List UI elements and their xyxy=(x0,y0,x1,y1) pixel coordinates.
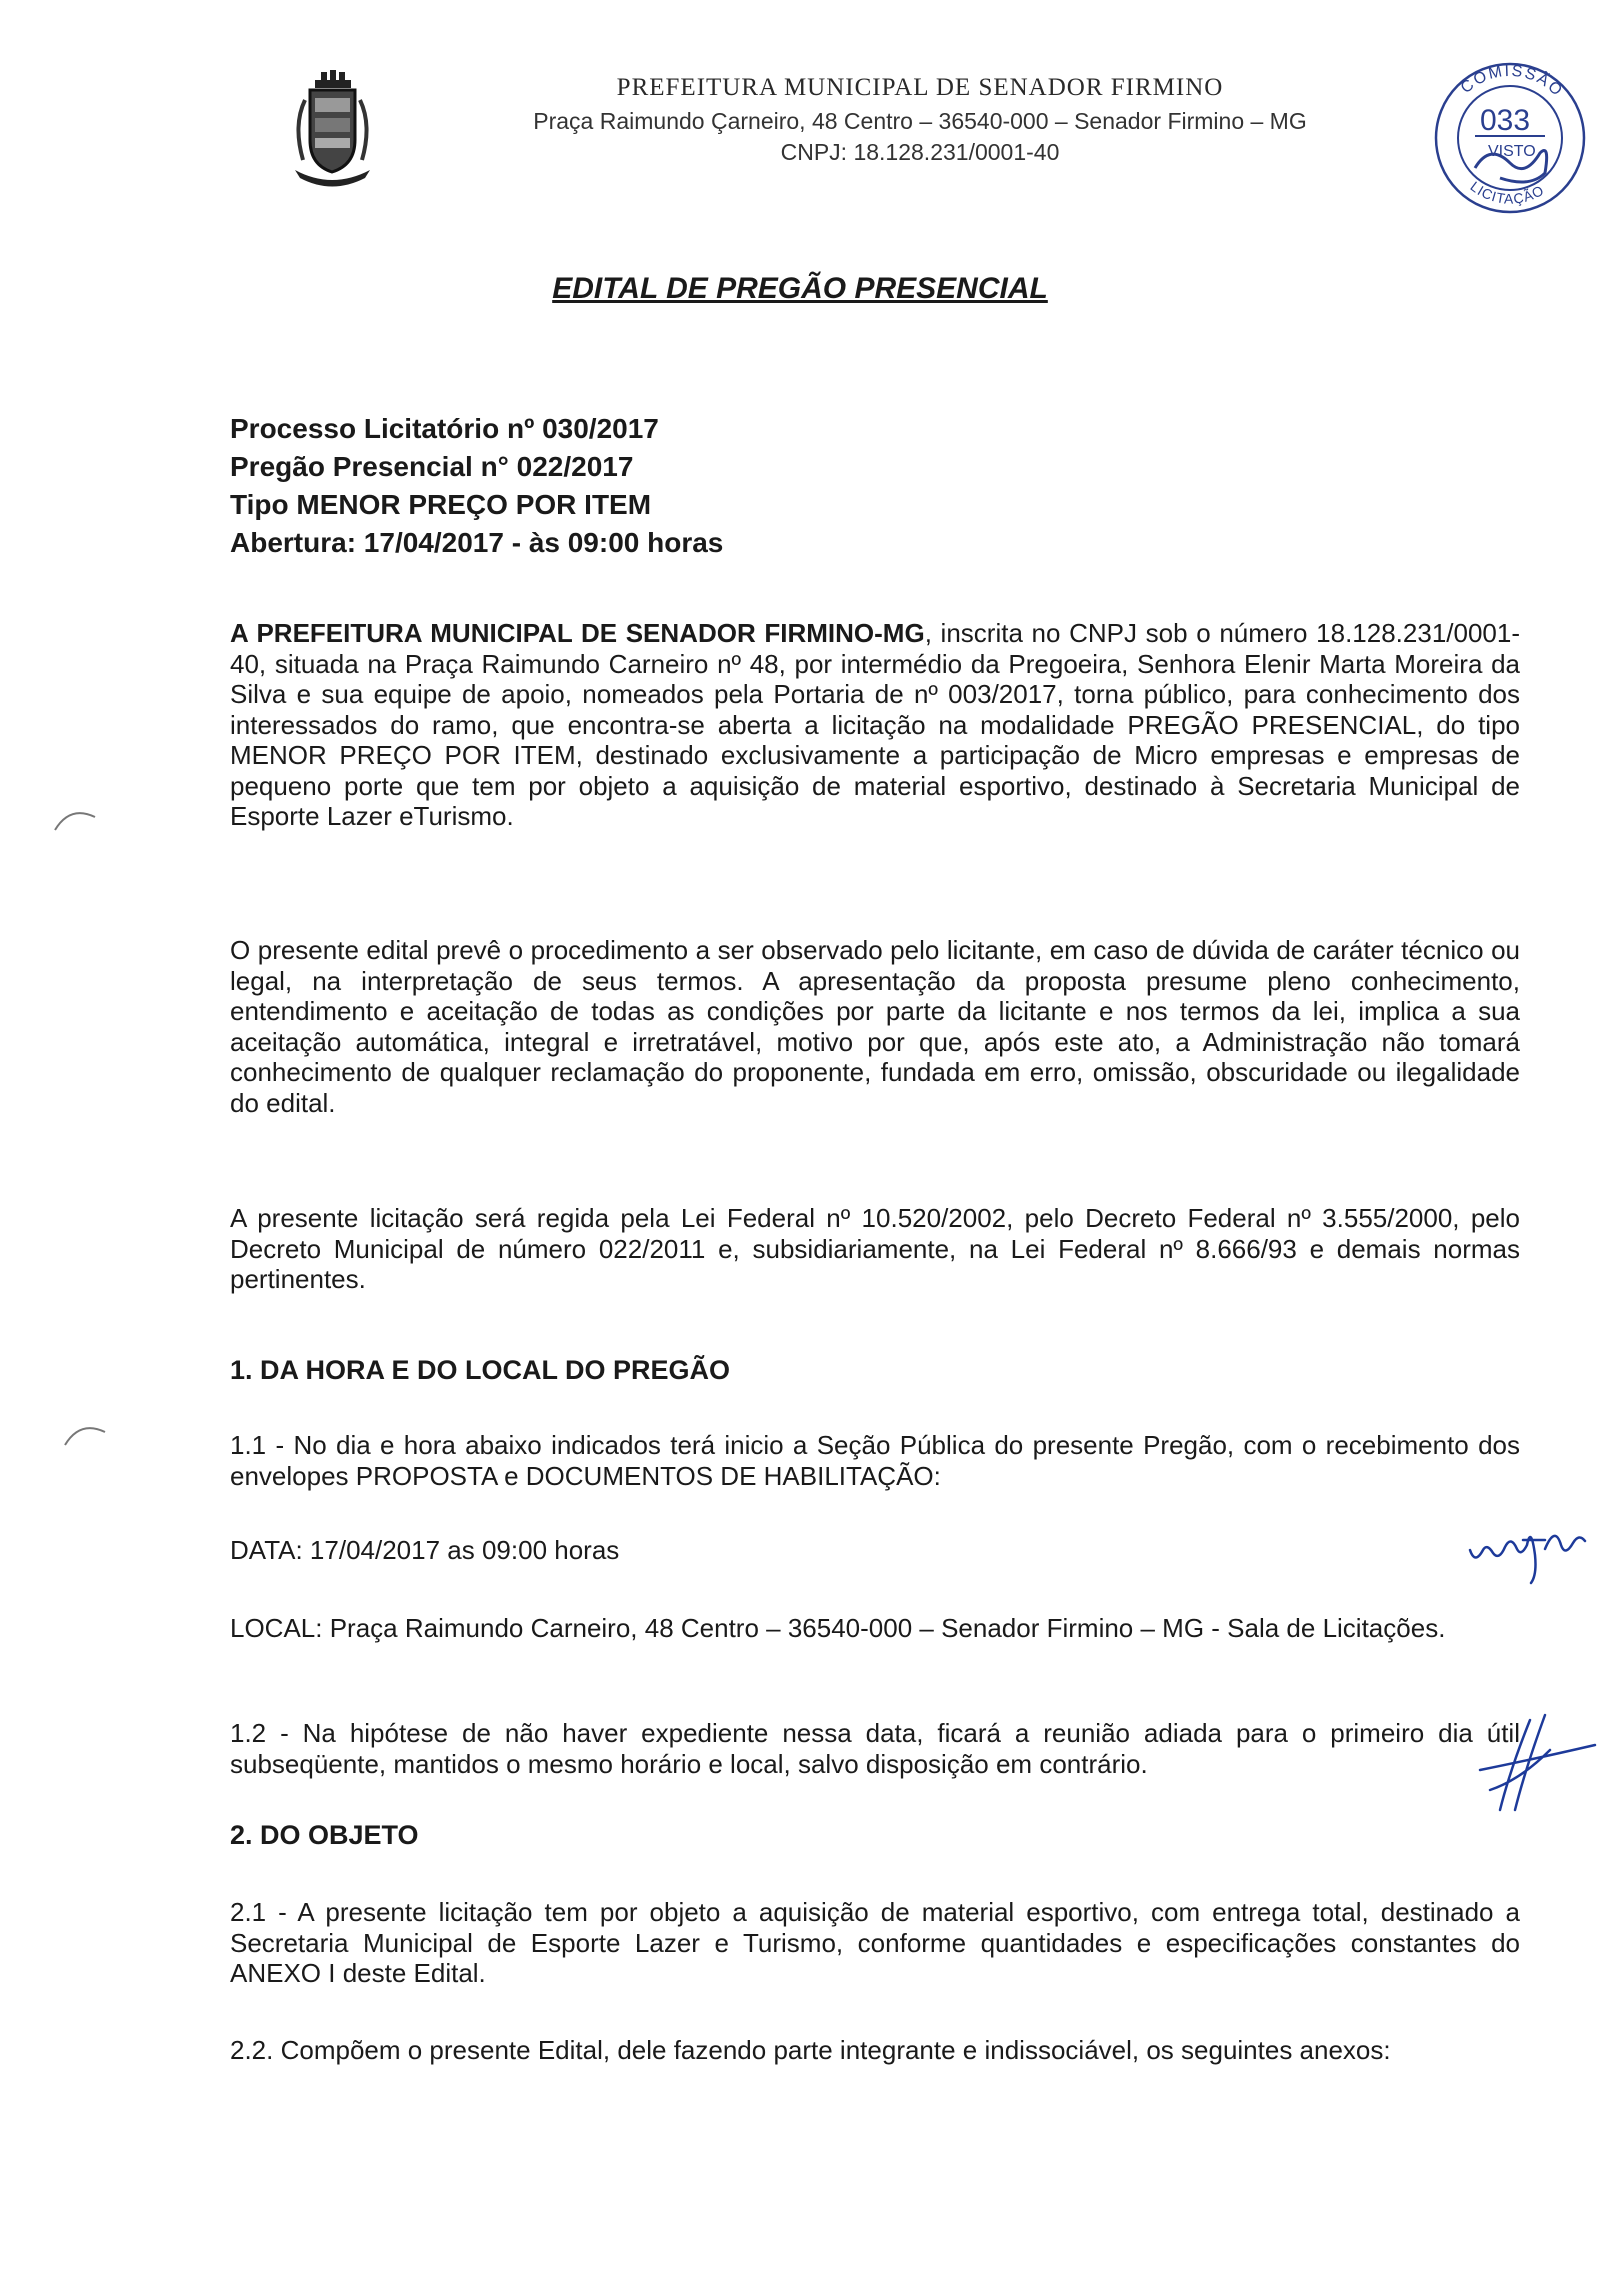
stamp-top-text: COMISSÃO xyxy=(1457,62,1567,101)
organization-cnpj: CNPJ: 18.128.231/0001-40 xyxy=(780,139,1060,165)
item-1-1: 1.1 - No dia e hora abaixo indicados terá inicio a Seção Pública do presente Pregão, com o recebimento dos envelopes PROPOSTA e DOCUMENTOS DE HABILITAÇÃO: xyxy=(230,1430,1520,1491)
stamp-bottom-text: LICITAÇÃO xyxy=(1467,178,1547,207)
organization-address: Praça Raimundo Çarneiro, 48 Centro – 36540-000 – Senador Firmino – MG xyxy=(533,108,1307,134)
intro-text: , inscrita no CNPJ sob o número 18.128.231/0001-40, situada na Praça Raimundo Carneiro nº 48, por intermédio da Pregoeira, Senhora Elenir Marta Moreira da Silva e sua equipe de apoio, nomeados pela Portaria de nº 003/2017, torna público, para conhecimento dos interessados do ramo, que encontra-se aberta a licitação na modalidade PREGÃO PRESENCIAL, do tipo MENOR PREÇO POR ITEM, destinado exclusivamente a participação de Micro empresas e empresas de pequeno porte que tem por objeto a aquisição de material esportivo, destinado à Secretaria Municipal de Esporte Lazer eTurismo. xyxy=(230,618,1521,831)
pregao-number: Pregão Presencial n° 022/2017 xyxy=(230,451,634,482)
municipal-coat-of-arms-icon xyxy=(285,70,380,190)
abertura: Abertura: 17/04/2017 - às 09:00 horas xyxy=(230,527,724,558)
section-1-heading: 1. DA HORA E DO LOCAL DO PREGÃO xyxy=(230,1355,731,1385)
tipo: Tipo MENOR PREÇO POR ITEM xyxy=(230,489,652,520)
item-1-2: 1.2 - Na hipótese de não haver expediente nessa data, ficará a reunião adiada para o primeiro dia útil subseqüente, mantidos o mesmo horário e local, salvo disposição em contrário. xyxy=(230,1718,1520,1779)
scan-mark-icon xyxy=(50,805,100,835)
stamp-visto: VISTO xyxy=(1488,143,1536,160)
section-2-heading: 2. DO OBJETO xyxy=(230,1820,419,1850)
document-title: EDITAL DE PREGÃO PRESENCIAL xyxy=(552,272,1048,305)
intro-lead: A PREFEITURA MUNICIPAL DE SENADOR FIRMINO-MG xyxy=(230,618,925,648)
paragraph-legislation: A presente licitação será regida pela Lei Federal nº 10.520/2002, pelo Decreto Federal nº 3.555/2000, pelo Decreto Municipal de número 022/2011 e, subsidiariamente, na Lei Federal nº 8.666/93 e demais normas pertinentes. xyxy=(230,1203,1520,1294)
item-2-2: 2.2. Compõem o presente Edital, dele fazendo parte integrante e indissociável, os seguintes anexos: xyxy=(230,2035,1391,2065)
stamp-number: 033 xyxy=(1480,104,1531,137)
svg-text:COMISSÃO xyxy=(1458,63,1567,101)
item-2-1: 2.1 - A presente licitação tem por objeto a aquisição de material esportivo, com entrega total, destinado a Secretaria Municipal de Esporte Lazer e Turismo, conforme quantidades e especificações constantes do ANEXO I deste Edital. xyxy=(230,1897,1520,1988)
svg-text:LICITAÇÃO xyxy=(1467,178,1547,207)
item-data: DATA: 17/04/2017 as 09:00 horas xyxy=(230,1535,620,1565)
intro-paragraph xyxy=(230,618,1520,832)
commission-stamp xyxy=(1420,38,1600,238)
letterhead xyxy=(420,74,1420,166)
item-local: LOCAL: Praça Raimundo Carneiro, 48 Centro – 36540-000 – Senador Firmino – MG - Sala de Licitações. xyxy=(230,1613,1446,1643)
organization-name: PREFEITURA MUNICIPAL DE SENADOR FIRMINO xyxy=(616,74,1224,101)
scan-mark-icon xyxy=(60,1420,110,1450)
processo-number: Processo Licitatório nº 030/2017 xyxy=(230,413,659,444)
handwritten-signature-icon xyxy=(1470,1710,1600,1820)
paragraph-procedure: O presente edital prevê o procedimento a ser observado pelo licitante, em caso de dúvida de caráter técnico ou legal, na interpretação de seus termos. A apresentação da proposta presume pleno conhecimento, entendimento e aceitação de todas as condições por parte da licitante e nos termos da lei, implica a sua aceitação automática, integral e irretratável, motivo por que, após este ato, a Administração não tomará conhecimento de qualquer reclamação do proponente, fundada em erro, omissão, obscuridade ou ilegalidade do edital. xyxy=(230,935,1520,1118)
handwritten-initials-icon xyxy=(1465,1505,1595,1585)
process-info xyxy=(230,410,1520,562)
